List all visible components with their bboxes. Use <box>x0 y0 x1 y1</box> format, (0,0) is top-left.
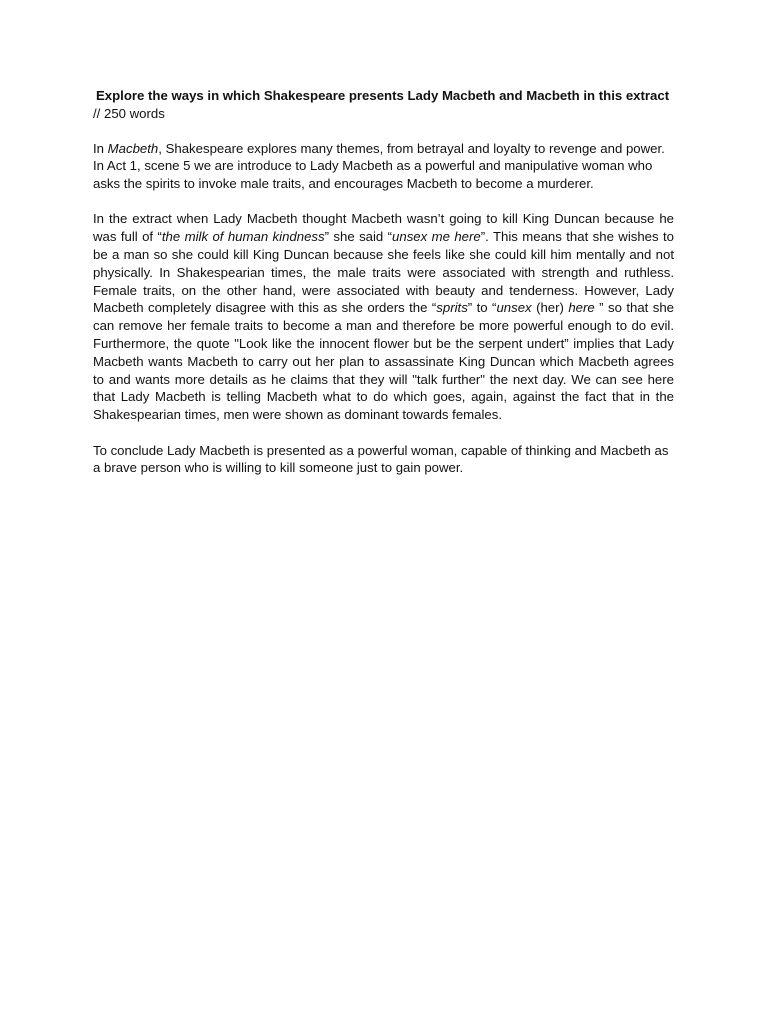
quote-run: unsex me here <box>392 229 481 245</box>
text-run: In <box>93 140 108 156</box>
document-body <box>93 87 674 495</box>
essay-title-bold: Explore the ways in which Shakespeare presents Lady Macbeth and Macbeth in this extract <box>96 88 670 103</box>
text-run: ”. This means that she wishes to be a man so she could kill King Duncan because she feels like she could kill him mentally and not physically. In Shakespearian times, the male traits were associated with strength and ruthless. Female traits, on the other hand, were associated with beauty and tenderness. However, Lady Macbeth completely disagree with this as she orders the “ <box>93 229 674 316</box>
text-run: In the extract when Lady Macbeth thought Macbeth wasn’t going to kill King Duncan because he was full of “ <box>93 211 674 245</box>
essay-word-count: // 250 words <box>93 105 165 121</box>
quote-run: unsex <box>496 300 532 316</box>
text-run: ” to “ <box>467 300 497 316</box>
essay-title <box>93 87 674 123</box>
quote-run: the milk of human kindness <box>161 229 325 245</box>
text-run: ” she said “ <box>324 229 393 245</box>
text-run: (her) <box>531 300 569 316</box>
quote-run: sprits <box>436 300 468 316</box>
quote-run: here <box>568 300 600 316</box>
paragraph-conclusion: To conclude Lady Macbeth is presented as a powerful woman, capable of thinking and Macbeth as a brave person who is willing to kill someone just to gain power. <box>93 442 669 476</box>
paragraph-introduction <box>93 140 674 193</box>
text-run: ” so that she can remove her female traits to become a man and therefore be more powerful enough to do evil. Furthermore, the quote "Look like the innocent flower but be the serpent undert” implies that Lady Macbeth wants Macbeth to carry out her plan to assassinate King Duncan which Macbeth agrees to and wants more details as he claims that they will "talk further" the next day. We can see here that Lady Macbeth is telling Macbeth what to do which goes, again, against the fact that in the Shakespearian times, men were shown as dominant towards females. <box>93 300 675 423</box>
italic-run: Macbeth <box>107 140 159 156</box>
text-run: , Shakespeare explores many themes, from betrayal and loyalty to revenge and power. In Act 1, scene 5 we are introduce to Lady Macbeth as a powerful and manipulative woman who asks the spirits to invoke male traits, and encourages Macbeth to become a murderer. <box>93 140 665 192</box>
paragraph-analysis <box>93 210 674 424</box>
